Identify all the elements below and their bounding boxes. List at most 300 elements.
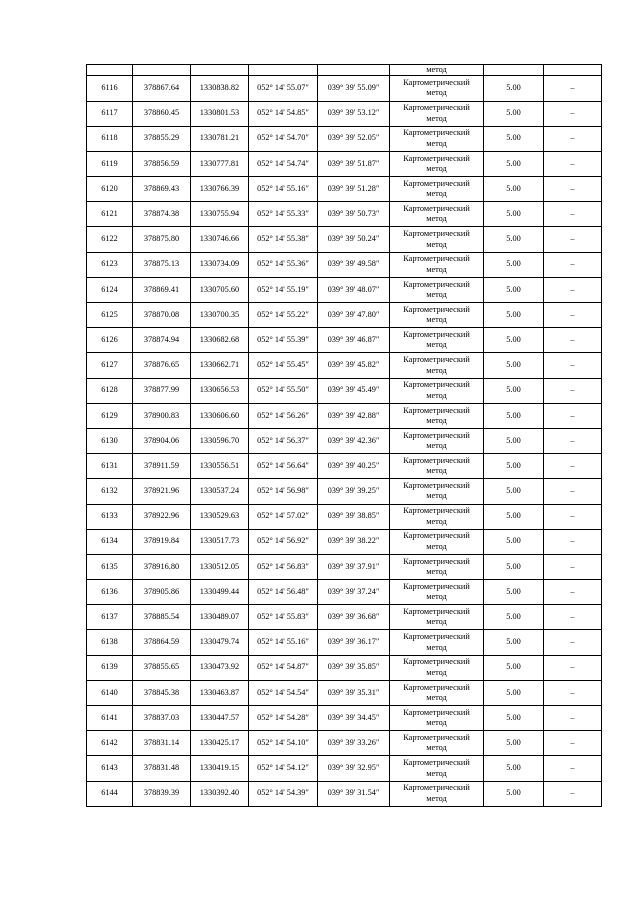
cell-y: 1330705.60 [191,277,249,302]
cell-lat: 052° 14' 54.70″ [249,126,318,151]
cell-note: – [544,303,602,328]
cell-y: 1330781.21 [191,126,249,151]
cell-point: 6135 [87,554,133,579]
cell-y: 1330556.51 [191,454,249,479]
method-line-1: Картометрический [403,455,470,465]
method-line-2: метод [426,743,447,753]
cell-accuracy: 5.00 [484,756,544,781]
cell-method [390,605,484,630]
cell-y: 1330755.94 [191,202,249,227]
method-line-2: метод [426,214,447,224]
cell-method [390,126,484,151]
cell-lon: 039° 39' 34.45″ [318,706,390,731]
cell-point: 6137 [87,605,133,630]
method-line-2: метод [426,264,447,274]
cell-lat: 052° 14' 54.28″ [249,706,318,731]
cell-y: 1330489.07 [191,605,249,630]
method-line-1: Картометрический [403,758,470,768]
table-row [87,403,602,428]
cell-x: 378875.13 [133,252,191,277]
coordinates-table [86,64,602,807]
cell-y: 1330801.53 [191,101,249,126]
cell-method [390,403,484,428]
cell-lat: 052° 14' 55.50″ [249,378,318,403]
cell-lat: 052° 14' 56.92″ [249,529,318,554]
cell-accuracy: 5.00 [484,151,544,176]
cell-x: 378855.65 [133,655,191,680]
table-row [87,554,602,579]
cell-note: – [544,353,602,378]
method-line-1: Картометрический [403,430,470,440]
cell-point: 6134 [87,529,133,554]
method-line-2: метод [426,466,447,476]
method-line-1: Картометрический [403,128,470,138]
method-line-2: метод [426,138,447,148]
cell-lon: 039° 39' 35.85″ [318,655,390,680]
cell-point: 6142 [87,731,133,756]
continued-row [87,65,602,76]
cell-y: 1330734.09 [191,252,249,277]
cell-lat: 052° 14' 56.83″ [249,554,318,579]
cell-lat: 052° 14' 55.45″ [249,353,318,378]
cell-lon: 039° 39' 48.07″ [318,277,390,302]
cell-lat: 052° 14' 54.10″ [249,731,318,756]
cell-x: 378864.59 [133,630,191,655]
cell-y: 1330512.05 [191,554,249,579]
cell-point: 6128 [87,378,133,403]
cell-point: 6131 [87,454,133,479]
cell-lon: 039° 39' 33.26″ [318,731,390,756]
cell-point: 6116 [87,76,133,101]
table-row [87,630,602,655]
cell-note: – [544,655,602,680]
table-row [87,454,602,479]
cell-lon: 039° 39' 42.88″ [318,403,390,428]
cell-lon: 039° 39' 38.22″ [318,529,390,554]
method-line-1: Картометрический [403,355,470,365]
cell-note: – [544,202,602,227]
cell-x: 378860.45 [133,101,191,126]
cell-method [390,177,484,202]
cell-y: 1330656.53 [191,378,249,403]
cell-note: – [544,227,602,252]
cell-y: 1330479.74 [191,630,249,655]
cell-method [390,277,484,302]
cell-method [390,65,484,76]
table-row [87,252,602,277]
cell-point: 6120 [87,177,133,202]
cell-lat: 052° 14' 56.37″ [249,428,318,453]
cell-point: 6122 [87,227,133,252]
cell-point: 6143 [87,756,133,781]
method-line-1: Картометрический [403,657,470,667]
cell-lon: 039° 39' 46.87″ [318,328,390,353]
cell-point: 6138 [87,630,133,655]
method-line-1: Картометрический [403,279,470,289]
cell-x: 378831.14 [133,731,191,756]
method-line-1: Картометрический [403,581,470,591]
cell-lat [249,65,318,76]
cell-accuracy: 5.00 [484,655,544,680]
table-row [87,202,602,227]
cell-x: 378919.84 [133,529,191,554]
table-row [87,177,602,202]
cell-lat: 052° 14' 55.16″ [249,630,318,655]
table-row [87,378,602,403]
cell-x: 378869.43 [133,177,191,202]
cell-note: – [544,378,602,403]
cell-note: – [544,277,602,302]
cell-lon: 039° 39' 39.25″ [318,479,390,504]
cell-point: 6136 [87,580,133,605]
method-line-2: метод [426,793,447,803]
cell-point: 6139 [87,655,133,680]
cell-x: 378874.38 [133,202,191,227]
cell-lon: 039° 39' 51.28″ [318,177,390,202]
cell-y: 1330392.40 [191,781,249,806]
cell-lat: 052° 14' 55.07″ [249,76,318,101]
method-line-1: Картометрический [403,229,470,239]
cell-y: 1330499.44 [191,580,249,605]
method-line-1: Картометрический [403,682,470,692]
table-row [87,126,602,151]
method-line-1: Картометрический [403,178,470,188]
method-line-1: Картометрический [403,204,470,214]
cell-y: 1330662.71 [191,353,249,378]
method-line-2: метод [426,289,447,299]
cell-y: 1330447.57 [191,706,249,731]
cell-method [390,680,484,705]
cell-x: 378867.64 [133,76,191,101]
cell-x: 378869.41 [133,277,191,302]
cell-accuracy [484,65,544,76]
table-row [87,504,602,529]
method-line-2: метод [426,390,447,400]
cell-lat: 052° 14' 55.33″ [249,202,318,227]
cell-accuracy: 5.00 [484,706,544,731]
cell-note: – [544,177,602,202]
cell-lat: 052° 14' 54.74″ [249,151,318,176]
method-line-2: метод [426,239,447,249]
cell-accuracy: 5.00 [484,252,544,277]
cell-point: 6123 [87,252,133,277]
cell-accuracy: 5.00 [484,605,544,630]
cell-point: 6141 [87,706,133,731]
table-row [87,76,602,101]
method-line-1: Картометрический [403,783,470,793]
cell-note: – [544,126,602,151]
cell-method [390,202,484,227]
cell-lat: 052° 14' 56.26″ [249,403,318,428]
cell-lon: 039° 39' 31.54″ [318,781,390,806]
cell-x: 378921.96 [133,479,191,504]
cell-note: – [544,328,602,353]
cell-method [390,252,484,277]
table-row [87,428,602,453]
method-line-2: метод [426,113,447,123]
cell-lon: 039° 39' 50.73″ [318,202,390,227]
method-line-2: метод [426,667,447,677]
method-line-2: метод [426,441,447,451]
cell-lon: 039° 39' 51.87″ [318,151,390,176]
cell-lat: 052° 14' 55.39″ [249,328,318,353]
cell-point: 6144 [87,781,133,806]
method-line-1: Картометрический [403,254,470,264]
method-line-1: Картометрический [403,329,470,339]
method-line-2: метод [426,718,447,728]
method-tail-text: метод [426,65,447,74]
cell-x: 378877.99 [133,378,191,403]
method-line-2: метод [426,365,447,375]
table-row [87,529,602,554]
cell-lat: 052° 14' 55.16″ [249,177,318,202]
cell-point: 6130 [87,428,133,453]
cell-lat: 052° 14' 57.02″ [249,504,318,529]
cell-x: 378856.59 [133,151,191,176]
cell-y: 1330606.60 [191,403,249,428]
cell-accuracy: 5.00 [484,680,544,705]
cell-accuracy: 5.00 [484,378,544,403]
cell-lon: 039° 39' 37.91″ [318,554,390,579]
cell-method [390,353,484,378]
cell-x: 378875.80 [133,227,191,252]
cell-method [390,227,484,252]
cell-lat: 052° 14' 56.48″ [249,580,318,605]
cell-method [390,580,484,605]
cell-accuracy: 5.00 [484,454,544,479]
table-row [87,328,602,353]
cell-x: 378870.08 [133,303,191,328]
cell-method [390,428,484,453]
method-line-1: Картометрический [403,78,470,88]
cell-accuracy: 5.00 [484,580,544,605]
cell-lat: 052° 14' 54.85″ [249,101,318,126]
cell-accuracy: 5.00 [484,101,544,126]
method-line-2: метод [426,415,447,425]
method-line-2: метод [426,315,447,325]
table-row [87,781,602,806]
cell-x: 378916.80 [133,554,191,579]
cell-accuracy: 5.00 [484,630,544,655]
cell-point [87,65,133,76]
cell-point: 6133 [87,504,133,529]
cell-accuracy: 5.00 [484,303,544,328]
cell-x: 378911.59 [133,454,191,479]
table-row [87,101,602,126]
cell-note: – [544,554,602,579]
cell-x: 378904.06 [133,428,191,453]
cell-accuracy: 5.00 [484,731,544,756]
cell-lon: 039° 39' 40.25″ [318,454,390,479]
cell-point: 6117 [87,101,133,126]
cell-x [133,65,191,76]
cell-y: 1330766.39 [191,177,249,202]
cell-lat: 052° 14' 56.98″ [249,479,318,504]
cell-lon: 039° 39' 38.85″ [318,504,390,529]
table-body [87,65,602,807]
method-line-1: Картометрический [403,607,470,617]
cell-note: – [544,580,602,605]
cell-method [390,731,484,756]
table-row [87,756,602,781]
cell-point: 6121 [87,202,133,227]
cell-method [390,479,484,504]
method-line-2: метод [426,164,447,174]
cell-lat: 052° 14' 55.22″ [249,303,318,328]
method-line-2: метод [426,340,447,350]
table-row [87,353,602,378]
table-row [87,580,602,605]
cell-accuracy: 5.00 [484,227,544,252]
cell-point: 6127 [87,353,133,378]
cell-method [390,706,484,731]
table-row [87,151,602,176]
cell-method [390,151,484,176]
cell-note: – [544,630,602,655]
cell-lat: 052° 14' 54.87″ [249,655,318,680]
cell-lon: 039° 39' 35.31″ [318,680,390,705]
cell-method [390,101,484,126]
cell-note: – [544,76,602,101]
cell-method [390,328,484,353]
cell-note: – [544,605,602,630]
cell-y: 1330425.17 [191,731,249,756]
cell-method [390,756,484,781]
cell-lon: 039° 39' 55.09″ [318,76,390,101]
cell-note: – [544,403,602,428]
method-line-1: Картометрический [403,732,470,742]
cell-y: 1330596.70 [191,428,249,453]
cell-note: – [544,680,602,705]
cell-point: 6118 [87,126,133,151]
method-line-2: метод [426,592,447,602]
cell-lon [318,65,390,76]
cell-method [390,454,484,479]
table-row [87,706,602,731]
method-line-2: метод [426,516,447,526]
cell-x: 378837.03 [133,706,191,731]
cell-lon: 039° 39' 37.24″ [318,580,390,605]
cell-accuracy: 5.00 [484,504,544,529]
cell-method [390,76,484,101]
cell-y: 1330682.68 [191,328,249,353]
method-line-2: метод [426,491,447,501]
method-line-1: Картометрический [403,103,470,113]
cell-x: 378839.39 [133,781,191,806]
cell-accuracy: 5.00 [484,76,544,101]
cell-note [544,65,602,76]
cell-y: 1330700.35 [191,303,249,328]
method-line-2: метод [426,541,447,551]
method-line-1: Картометрический [403,531,470,541]
cell-method [390,504,484,529]
cell-note: – [544,101,602,126]
cell-note: – [544,479,602,504]
table-row [87,605,602,630]
table-row [87,680,602,705]
cell-lon: 039° 39' 52.05″ [318,126,390,151]
cell-lon: 039° 39' 45.49″ [318,378,390,403]
method-line-1: Картометрический [403,506,470,516]
cell-y: 1330838.82 [191,76,249,101]
cell-lat: 052° 14' 55.19″ [249,277,318,302]
cell-point: 6129 [87,403,133,428]
cell-x: 378831.48 [133,756,191,781]
cell-note: – [544,731,602,756]
cell-lat: 052° 14' 56.64″ [249,454,318,479]
method-line-1: Картометрический [403,632,470,642]
table-row [87,479,602,504]
method-line-2: метод [426,692,447,702]
cell-x: 378874.94 [133,328,191,353]
cell-x: 378905.86 [133,580,191,605]
cell-y: 1330463.87 [191,680,249,705]
cell-x: 378900.83 [133,403,191,428]
table-row [87,655,602,680]
cell-accuracy: 5.00 [484,529,544,554]
cell-accuracy: 5.00 [484,177,544,202]
cell-accuracy: 5.00 [484,328,544,353]
cell-lon: 039° 39' 45.82″ [318,353,390,378]
cell-accuracy: 5.00 [484,554,544,579]
cell-y: 1330746.66 [191,227,249,252]
cell-accuracy: 5.00 [484,479,544,504]
cell-method [390,303,484,328]
cell-lon: 039° 39' 47.80″ [318,303,390,328]
cell-note: – [544,529,602,554]
cell-x: 378922.96 [133,504,191,529]
method-line-1: Картометрический [403,556,470,566]
cell-lat: 052° 14' 54.12″ [249,756,318,781]
method-line-2: метод [426,617,447,627]
cell-point: 6126 [87,328,133,353]
cell-accuracy: 5.00 [484,403,544,428]
cell-lon: 039° 39' 42.36″ [318,428,390,453]
cell-accuracy: 5.00 [484,126,544,151]
cell-accuracy: 5.00 [484,781,544,806]
cell-note: – [544,151,602,176]
table-row [87,731,602,756]
cell-lat: 052° 14' 55.36″ [249,252,318,277]
method-line-2: метод [426,642,447,652]
method-line-1: Картометрический [403,405,470,415]
cell-note: – [544,252,602,277]
cell-point: 6140 [87,680,133,705]
table-row [87,303,602,328]
cell-point: 6125 [87,303,133,328]
cell-y [191,65,249,76]
cell-y: 1330537.24 [191,479,249,504]
cell-accuracy: 5.00 [484,428,544,453]
method-line-1: Картометрический [403,707,470,717]
cell-method [390,781,484,806]
cell-point: 6132 [87,479,133,504]
table-row [87,227,602,252]
cell-note: – [544,781,602,806]
cell-method [390,554,484,579]
cell-lon: 039° 39' 49.58″ [318,252,390,277]
cell-y: 1330419.15 [191,756,249,781]
cell-y: 1330529.63 [191,504,249,529]
cell-note: – [544,706,602,731]
cell-x: 378876.65 [133,353,191,378]
cell-accuracy: 5.00 [484,277,544,302]
cell-x: 378885.54 [133,605,191,630]
method-line-2: метод [426,88,447,98]
cell-x: 378855.29 [133,126,191,151]
cell-method [390,630,484,655]
cell-note: – [544,756,602,781]
